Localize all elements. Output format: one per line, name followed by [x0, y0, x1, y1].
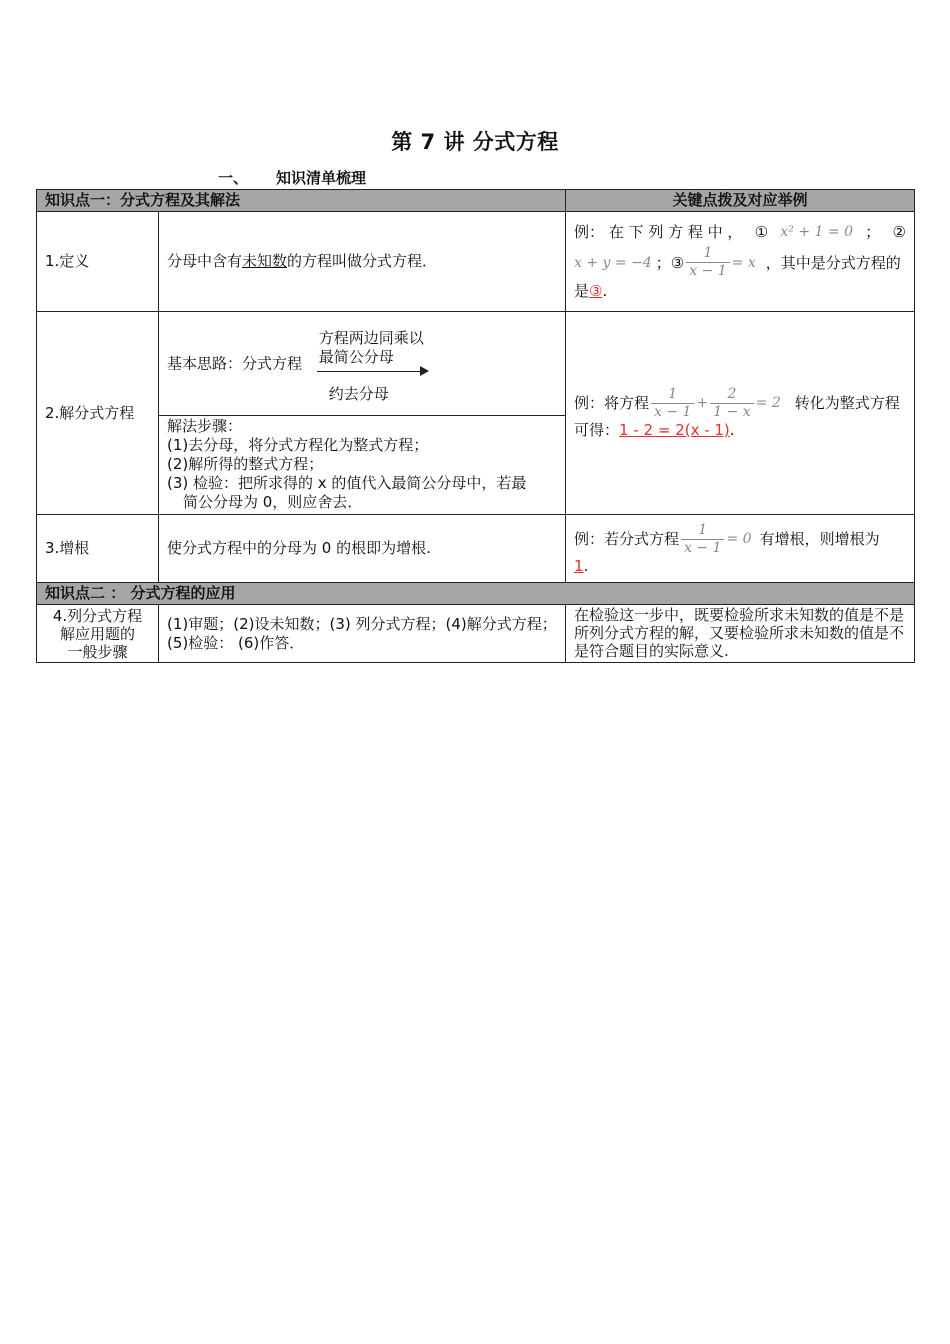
- definition-answer: ③: [589, 282, 603, 300]
- table-header-1: [37, 190, 915, 212]
- solve-fraction-2: [710, 386, 753, 421]
- solve-fraction-2-den: 1 − x: [713, 404, 751, 420]
- equation-3-denominator: x − 1: [689, 263, 727, 279]
- page-title: 第 7 讲 分式方程: [391, 130, 559, 154]
- definition-text-pre: 分母中含有: [167, 252, 243, 270]
- extraneous-fraction-den: x − 1: [684, 539, 722, 556]
- step-3a: (3) 检验：把所求得的 x 的值代入最简公分母中，若最: [167, 474, 527, 492]
- table-header-2: [37, 583, 915, 605]
- extraneous-root-example: [566, 515, 915, 583]
- equation-2: x + y = −4: [574, 254, 652, 271]
- extraneous-fraction-num: 1: [681, 522, 724, 540]
- equation-1: x² + 1 = 0: [780, 224, 853, 240]
- extraneous-example-intro: 例：若分式方程: [574, 529, 680, 548]
- equation-3-numerator: 1: [686, 245, 729, 263]
- choice-2-marker: ②: [892, 223, 906, 241]
- definition-example: [566, 212, 915, 312]
- solve-idea: [159, 312, 566, 416]
- solve-period: .: [729, 421, 735, 439]
- arrow-line: [317, 371, 422, 372]
- arrow-top-line-2: 最简公分母: [318, 347, 394, 366]
- section-label: 知识清单梳理: [276, 169, 367, 187]
- example-is-text: 是: [574, 282, 590, 300]
- header-key-points: 关键点拨及对应举例: [566, 190, 915, 212]
- definition-period: .: [602, 282, 608, 300]
- extraneous-answer: 1: [574, 556, 584, 575]
- choice-3-marker: ③: [670, 253, 685, 272]
- extraneous-equation-rhs: = 0: [726, 530, 752, 547]
- solve-steps: [159, 416, 566, 515]
- definition-text-underlined: 未知数: [242, 252, 288, 270]
- solve-fraction-1: [651, 386, 694, 421]
- extraneous-example-mid: 有增根，则增根为: [759, 529, 880, 548]
- step-2: (2)解所得的整式方程；: [167, 455, 324, 473]
- steps-title: 解法步骤：: [167, 417, 243, 435]
- arrow-top-line-1: 方程两边同乘以: [318, 328, 424, 347]
- step-3b: 简公分母为 0，则应舍去．: [183, 493, 363, 511]
- application-label-line-2: 解应用题的: [59, 624, 135, 643]
- arrow-top-text: [319, 329, 424, 367]
- step-1: (1)去分母，将分式方程化为整式方程；: [167, 436, 429, 454]
- header-knowledge-point-2: 知识点二 ： 分式方程的应用: [37, 583, 915, 605]
- definition-text-post: 的方程叫做分式方程．: [287, 252, 438, 270]
- solve-equation-rhs: = 2: [755, 395, 781, 411]
- equation-3-rhs: = x: [731, 254, 756, 271]
- extraneous-fraction: [681, 522, 724, 557]
- solve-example-intro: 例：将方程: [574, 394, 650, 412]
- row-label-solve: 2.解分式方程: [37, 312, 159, 515]
- table-row-extraneous-root: [37, 515, 915, 583]
- application-content: (1)审题；(2)设未知数；(3) 列分式方程；(4)解分式方程；(5)检验： (6)作答．: [159, 605, 566, 663]
- section-number: 一、: [218, 169, 249, 187]
- application-label-line-1: 4.列分式方程: [52, 606, 143, 625]
- table-row-application: [37, 605, 915, 663]
- solve-idea-label: 基本思路：分式方程: [167, 354, 303, 372]
- knowledge-table: [36, 189, 915, 663]
- arrow-bottom-text: 约去分母: [328, 384, 389, 403]
- table-row-solve-idea: [37, 312, 915, 416]
- extraneous-period: .: [583, 556, 589, 575]
- solve-fraction-1-num: 1: [651, 386, 694, 404]
- equation-3-fraction: [686, 245, 729, 280]
- solve-example: [566, 312, 915, 515]
- extraneous-root-content: 使分式方程中的分母为 0 的根即为增根.: [159, 515, 566, 583]
- table-row-definition: [37, 212, 915, 312]
- separator-2: ；: [655, 253, 671, 272]
- section-heading: [218, 167, 366, 188]
- definition-content: [159, 212, 566, 312]
- row-label-definition: 1.定义: [37, 212, 159, 312]
- solve-fraction-1-den: x − 1: [654, 404, 692, 420]
- application-label-line-3: 一般步骤: [67, 642, 128, 661]
- solve-answer: 1 - 2 = 2(x - 1): [619, 421, 730, 439]
- row-label-application: [37, 605, 159, 663]
- arrow-head-icon: [420, 366, 429, 376]
- solve-fraction-2-num: 2: [710, 386, 753, 404]
- choice-1-marker: ①: [754, 223, 769, 241]
- row-label-extraneous-root: 3.增根: [37, 515, 159, 583]
- header-knowledge-point-1: 知识点一：分式方程及其解法: [37, 190, 566, 212]
- application-note: 在检验这一步中，既要检验所求未知数的值是不是所列分式方程的解，又要检验所求未知数的值是不是符合题目的实际意义.: [566, 605, 915, 663]
- solve-example-mid: 转化为整式方程: [794, 394, 900, 412]
- example-intro: 例： 在 下 列 方 程 中 ，: [574, 223, 743, 241]
- solve-example-get: 可得：: [574, 421, 620, 439]
- separator-1: ；: [865, 223, 881, 241]
- solve-arrow-diagram: [307, 328, 437, 403]
- example-mid-text: ，其中是分式方程的: [765, 253, 901, 272]
- solve-plus: +: [696, 395, 709, 411]
